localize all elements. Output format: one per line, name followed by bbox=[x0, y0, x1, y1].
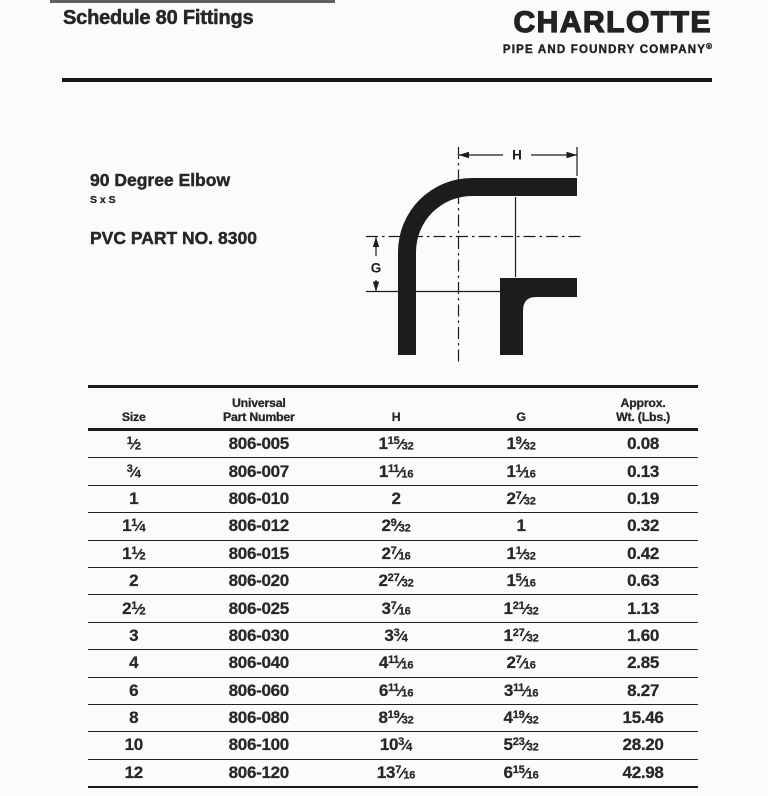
size-cell: 10 bbox=[124, 735, 143, 755]
part-cell: 806-030 bbox=[228, 625, 289, 645]
dimensions-table bbox=[88, 385, 698, 788]
registered-mark: ® bbox=[706, 42, 712, 51]
g-cell: 1$^1$⁄32 bbox=[506, 543, 536, 563]
h-cell: 2$^{27}$⁄32 bbox=[378, 571, 414, 591]
part-cell: 806-100 bbox=[228, 735, 289, 755]
g-cell: 1 bbox=[516, 516, 526, 536]
size-cell: $^1$⁄2 bbox=[126, 435, 141, 454]
wt-cell: 42.98 bbox=[622, 762, 664, 782]
wt-cell: 1.13 bbox=[627, 598, 660, 618]
dim-g-label: G bbox=[370, 260, 382, 276]
product-name: 90 Degree Elbow bbox=[90, 170, 231, 190]
g-cell: 1$^5$⁄16 bbox=[506, 571, 536, 591]
part-cell: 806-005 bbox=[228, 434, 289, 454]
size-cell: 12 bbox=[124, 762, 143, 782]
wt-cell: 0.42 bbox=[627, 543, 660, 563]
table-row bbox=[88, 650, 698, 677]
g-cell: 6$^{15}$⁄16 bbox=[503, 762, 539, 782]
h-cell: 1$^{11}$⁄16 bbox=[378, 461, 414, 481]
part-cell: 806-007 bbox=[228, 461, 289, 481]
column-header-g: G bbox=[516, 409, 526, 424]
dim-g-arrow-top bbox=[373, 237, 379, 247]
table-row bbox=[88, 513, 698, 540]
g-cell: 2$^7$⁄16 bbox=[506, 653, 536, 673]
part-cell: 806-020 bbox=[228, 571, 289, 591]
g-cell: 3$^{11}$⁄16 bbox=[503, 680, 539, 700]
h-cell: 2$^9$⁄32 bbox=[381, 516, 411, 536]
part-cell: 806-015 bbox=[228, 543, 289, 563]
h-cell: 1$^{15}$⁄32 bbox=[378, 434, 414, 454]
size-cell: 1$^1$⁄2 bbox=[122, 543, 146, 563]
column-header-size: Size bbox=[121, 409, 146, 424]
h-cell: 6$^{11}$⁄16 bbox=[378, 680, 414, 700]
page-title: Schedule 80 Fittings bbox=[63, 7, 254, 29]
g-cell: 1$^{21}$⁄32 bbox=[503, 598, 539, 618]
h-cell: 4$^{11}$⁄16 bbox=[378, 653, 414, 673]
product-block bbox=[90, 170, 257, 249]
size-cell: 6 bbox=[129, 680, 139, 700]
h-cell: 10$^3$⁄4 bbox=[379, 735, 413, 755]
table-row bbox=[88, 760, 698, 788]
table-row bbox=[88, 732, 698, 759]
wt-cell: 0.32 bbox=[627, 516, 660, 536]
wt-cell: 0.13 bbox=[627, 461, 660, 481]
table-row bbox=[88, 568, 698, 595]
brand-tagline bbox=[503, 40, 712, 57]
wt-cell: 1.60 bbox=[627, 625, 660, 645]
dim-h-label: H bbox=[512, 147, 522, 163]
size-cell: $^3$⁄4 bbox=[126, 462, 141, 481]
size-cell: 8 bbox=[129, 708, 139, 728]
table-row bbox=[88, 705, 698, 732]
part-cell: 806-080 bbox=[228, 708, 289, 728]
wt-cell: 15.46 bbox=[622, 708, 664, 728]
dim-h-arrow-right bbox=[567, 152, 578, 158]
h-cell: 2$^7$⁄16 bbox=[381, 543, 411, 563]
product-connection: S x S bbox=[90, 194, 116, 206]
table-row bbox=[88, 678, 698, 705]
size-cell: 3 bbox=[129, 625, 139, 645]
table-row bbox=[88, 486, 698, 513]
brand-logo bbox=[503, 8, 712, 57]
g-cell: 1$^1$⁄16 bbox=[506, 461, 536, 481]
table-row bbox=[88, 541, 698, 568]
column-header-wt: Approx. Wt. (Lbs.) bbox=[616, 396, 671, 424]
elbow-cross-section-diagram bbox=[358, 138, 590, 366]
dim-g-arrow-bottom bbox=[373, 282, 379, 292]
g-cell: 4$^{19}$⁄32 bbox=[503, 708, 539, 728]
g-cell: 1$^{27}$⁄32 bbox=[503, 625, 539, 645]
wt-cell: 0.63 bbox=[627, 571, 660, 591]
size-cell: 2 bbox=[129, 571, 139, 591]
scan-crop-artifact bbox=[50, 0, 335, 3]
size-cell: 1 bbox=[129, 488, 139, 508]
part-cell: 806-040 bbox=[228, 653, 289, 673]
wt-cell: 2.85 bbox=[627, 653, 660, 673]
h-cell: 2 bbox=[391, 488, 401, 508]
wt-cell: 8.27 bbox=[627, 680, 660, 700]
table-row bbox=[88, 595, 698, 622]
brand-name: CHARLOTTE bbox=[513, 6, 712, 39]
h-cell: 13$^7$⁄16 bbox=[376, 762, 416, 782]
wt-cell: 0.19 bbox=[627, 488, 660, 508]
size-cell: 2$^1$⁄2 bbox=[122, 598, 146, 618]
dim-h-arrow-left bbox=[459, 152, 470, 158]
h-cell: 3$^7$⁄16 bbox=[381, 598, 411, 618]
h-cell: 3$^3$⁄4 bbox=[384, 625, 408, 645]
table-row bbox=[88, 458, 698, 485]
g-cell: 5$^{23}$⁄32 bbox=[503, 735, 539, 755]
elbow-outer-wall bbox=[398, 178, 577, 355]
size-cell: 4 bbox=[129, 653, 139, 673]
g-cell: 2$^7$⁄32 bbox=[506, 488, 536, 508]
table-body bbox=[88, 431, 698, 788]
part-cell: 806-060 bbox=[228, 680, 289, 700]
part-cell: 806-025 bbox=[228, 598, 289, 618]
part-cell: 806-010 bbox=[228, 488, 289, 508]
g-cell: 1$^9$⁄32 bbox=[506, 434, 536, 454]
table-row bbox=[88, 623, 698, 650]
part-cell: 806-120 bbox=[228, 762, 289, 782]
size-cell: 1$^1$⁄4 bbox=[122, 516, 146, 536]
column-header-part: Universal Part Number bbox=[222, 396, 295, 424]
table-row bbox=[88, 431, 698, 458]
part-cell: 806-012 bbox=[228, 516, 289, 536]
header-divider bbox=[62, 78, 712, 82]
elbow-inner-corner-wall bbox=[500, 278, 577, 355]
table-header-row bbox=[88, 388, 698, 431]
column-header-h: H bbox=[391, 409, 401, 424]
wt-cell: 28.20 bbox=[622, 735, 664, 755]
product-part-number: PVC PART NO. 8300 bbox=[90, 228, 257, 248]
brand-tagline-text: PIPE AND FOUNDRY COMPANY bbox=[502, 44, 707, 56]
h-cell: 8$^{19}$⁄32 bbox=[378, 708, 414, 728]
wt-cell: 0.08 bbox=[627, 434, 660, 454]
